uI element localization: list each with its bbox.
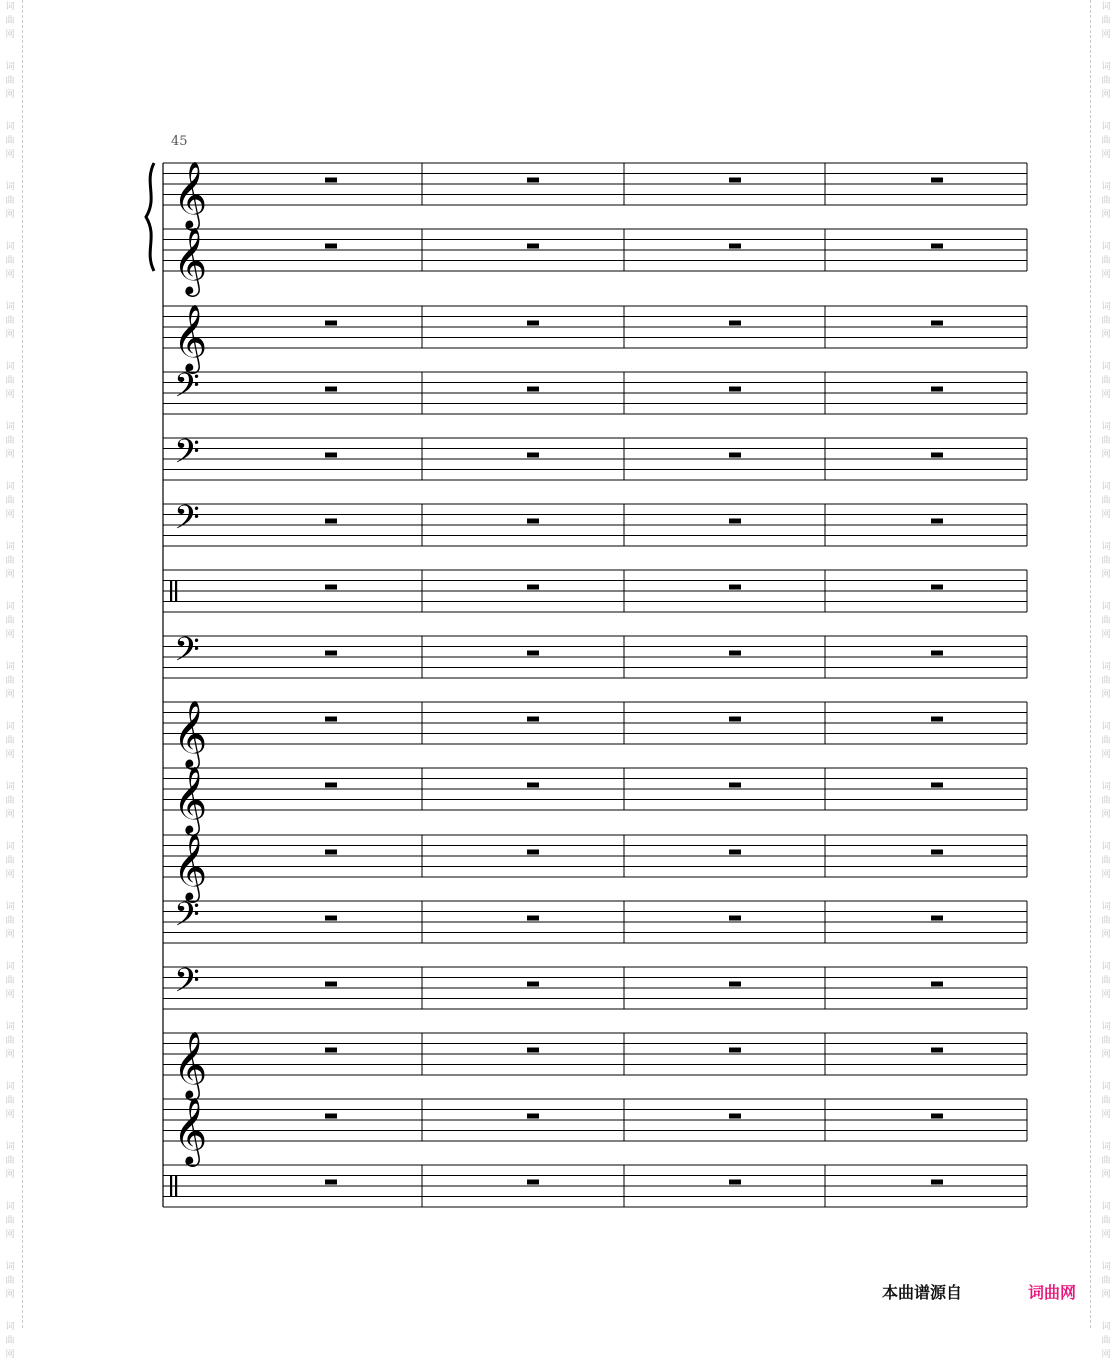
half-rest — [931, 453, 943, 458]
half-rest — [931, 1048, 943, 1053]
half-rest — [325, 850, 337, 855]
watermark-text: 词 曲 网 — [5, 1142, 15, 1180]
half-rest — [527, 1114, 539, 1119]
watermark-text: 词 曲 网 — [5, 1262, 15, 1300]
half-rest — [325, 1114, 337, 1119]
half-rest — [931, 1114, 943, 1119]
half-rest — [325, 916, 337, 921]
half-rest — [527, 1048, 539, 1053]
watermark-text: 词 曲 网 — [1101, 1142, 1111, 1180]
half-rest — [527, 651, 539, 656]
half-rest — [527, 387, 539, 392]
watermark-text: 词 曲 网 — [1101, 1202, 1111, 1240]
treble-clef-icon: 𝄞 — [173, 765, 208, 833]
watermark-text: 词 曲 网 — [1101, 602, 1111, 640]
watermark-text: 词 曲 网 — [1101, 302, 1111, 340]
half-rest — [527, 178, 539, 183]
watermark-text: 词 曲 网 — [1101, 2, 1111, 40]
half-rest — [527, 244, 539, 249]
half-rest — [527, 982, 539, 987]
watermark-text: 词 曲 网 — [5, 902, 15, 940]
watermark-text: 词 曲 网 — [1101, 362, 1111, 400]
watermark-text: 词 曲 网 — [5, 722, 15, 760]
watermark-text: 词 曲 网 — [1101, 62, 1111, 100]
watermark-text: 词 曲 网 — [1101, 122, 1111, 160]
watermark-text: 词 曲 网 — [5, 2, 15, 40]
watermark-text: 词 曲 网 — [1101, 422, 1111, 460]
watermark-text: 词 曲 网 — [1101, 1262, 1111, 1300]
bass-clef-icon: 𝄢 — [174, 631, 200, 677]
watermark-text: 词 曲 网 — [1101, 242, 1111, 280]
half-rest — [325, 585, 337, 590]
watermark-text: 词 曲 网 — [1101, 482, 1111, 520]
half-rest — [729, 244, 741, 249]
treble-clef-icon: 𝄞 — [173, 303, 208, 371]
half-rest — [931, 519, 943, 524]
half-rest — [527, 717, 539, 722]
half-rest — [931, 321, 943, 326]
watermark-text: 词 曲 网 — [1101, 1022, 1111, 1060]
staff-brace — [146, 163, 154, 271]
half-rest — [527, 783, 539, 788]
watermark-text: 词 曲 网 — [5, 122, 15, 160]
half-rest — [325, 717, 337, 722]
half-rest — [729, 453, 741, 458]
watermark-text: 词 曲 网 — [5, 182, 15, 220]
half-rest — [729, 585, 741, 590]
half-rest — [527, 321, 539, 326]
watermark-text: 词 曲 网 — [5, 422, 15, 460]
watermark-text: 词 曲 网 — [5, 1202, 15, 1240]
watermark-text: 词 曲 网 — [1101, 662, 1111, 700]
half-rest — [729, 1114, 741, 1119]
treble-clef-icon: 𝄞 — [173, 1096, 208, 1164]
watermark-text: 词 曲 网 — [5, 962, 15, 1000]
half-rest — [325, 783, 337, 788]
half-rest — [729, 519, 741, 524]
watermark-text: 词 曲 网 — [1101, 1082, 1111, 1120]
bass-clef-icon: 𝄢 — [174, 499, 200, 545]
half-rest — [729, 717, 741, 722]
percussion-clef-icon — [170, 1176, 172, 1197]
watermark-text: 词 曲 网 — [1101, 182, 1111, 220]
half-rest — [729, 1048, 741, 1053]
percussion-clef-icon — [170, 581, 172, 602]
treble-clef-icon: 𝄞 — [173, 1030, 208, 1098]
watermark-text: 词 曲 网 — [5, 302, 15, 340]
watermark-text: 词 曲 网 — [5, 362, 15, 400]
watermark-text: 词 曲 网 — [1101, 782, 1111, 820]
half-rest — [527, 1180, 539, 1185]
watermark-text: 词 曲 网 — [5, 1082, 15, 1120]
half-rest — [931, 1180, 943, 1185]
half-rest — [729, 651, 741, 656]
half-rest — [729, 178, 741, 183]
watermark-text: 词 曲 网 — [5, 62, 15, 100]
watermark-text: 词 曲 网 — [5, 1322, 15, 1360]
watermark-text: 词 曲 网 — [1101, 962, 1111, 1000]
half-rest — [527, 453, 539, 458]
measure-number: 45 — [171, 134, 188, 149]
half-rest — [729, 916, 741, 921]
watermark-text: 词 曲 网 — [5, 542, 15, 580]
watermark-text: 词 曲 网 — [5, 662, 15, 700]
half-rest — [527, 519, 539, 524]
half-rest — [931, 387, 943, 392]
treble-clef-icon: 𝄞 — [173, 832, 208, 900]
half-rest — [729, 783, 741, 788]
watermark-text: 词 曲 网 — [5, 842, 15, 880]
percussion-clef-icon — [175, 581, 177, 602]
watermark-text: 词 曲 网 — [5, 482, 15, 520]
half-rest — [325, 982, 337, 987]
watermark-text: 词 曲 网 — [1101, 902, 1111, 940]
half-rest — [931, 717, 943, 722]
half-rest — [931, 850, 943, 855]
half-rest — [325, 387, 337, 392]
treble-clef-icon: 𝄞 — [173, 226, 208, 294]
half-rest — [325, 321, 337, 326]
half-rest — [931, 916, 943, 921]
half-rest — [931, 178, 943, 183]
bass-clef-icon: 𝄢 — [174, 367, 200, 413]
half-rest — [527, 585, 539, 590]
half-rest — [729, 387, 741, 392]
watermark-text: 词 曲 网 — [1101, 542, 1111, 580]
half-rest — [325, 1180, 337, 1185]
watermark-text: 词 曲 网 — [5, 1022, 15, 1060]
footer-brand-link[interactable]: 词曲网 — [1028, 1283, 1077, 1302]
bass-clef-icon: 𝄢 — [174, 433, 200, 479]
bass-clef-icon: 𝄢 — [174, 962, 200, 1008]
half-rest — [931, 244, 943, 249]
half-rest — [527, 916, 539, 921]
watermark-text: 词 曲 网 — [1101, 1322, 1111, 1360]
half-rest — [325, 651, 337, 656]
half-rest — [325, 244, 337, 249]
half-rest — [325, 453, 337, 458]
half-rest — [527, 850, 539, 855]
treble-clef-icon: 𝄞 — [173, 160, 208, 228]
half-rest — [325, 178, 337, 183]
half-rest — [729, 321, 741, 326]
watermark-text: 词 曲 网 — [1101, 842, 1111, 880]
half-rest — [931, 651, 943, 656]
half-rest — [325, 1048, 337, 1053]
half-rest — [931, 982, 943, 987]
half-rest — [729, 850, 741, 855]
watermark-text: 词 曲 网 — [5, 602, 15, 640]
treble-clef-icon: 𝄞 — [173, 699, 208, 767]
watermark-text: 词 曲 网 — [5, 782, 15, 820]
half-rest — [931, 585, 943, 590]
half-rest — [729, 1180, 741, 1185]
half-rest — [325, 519, 337, 524]
bass-clef-icon: 𝄢 — [174, 896, 200, 942]
half-rest — [729, 982, 741, 987]
footer-source-label: 本曲谱源自 — [882, 1283, 963, 1302]
percussion-clef-icon — [175, 1176, 177, 1197]
watermark-text: 词 曲 网 — [1101, 722, 1111, 760]
half-rest — [931, 783, 943, 788]
watermark-text: 词 曲 网 — [5, 242, 15, 280]
